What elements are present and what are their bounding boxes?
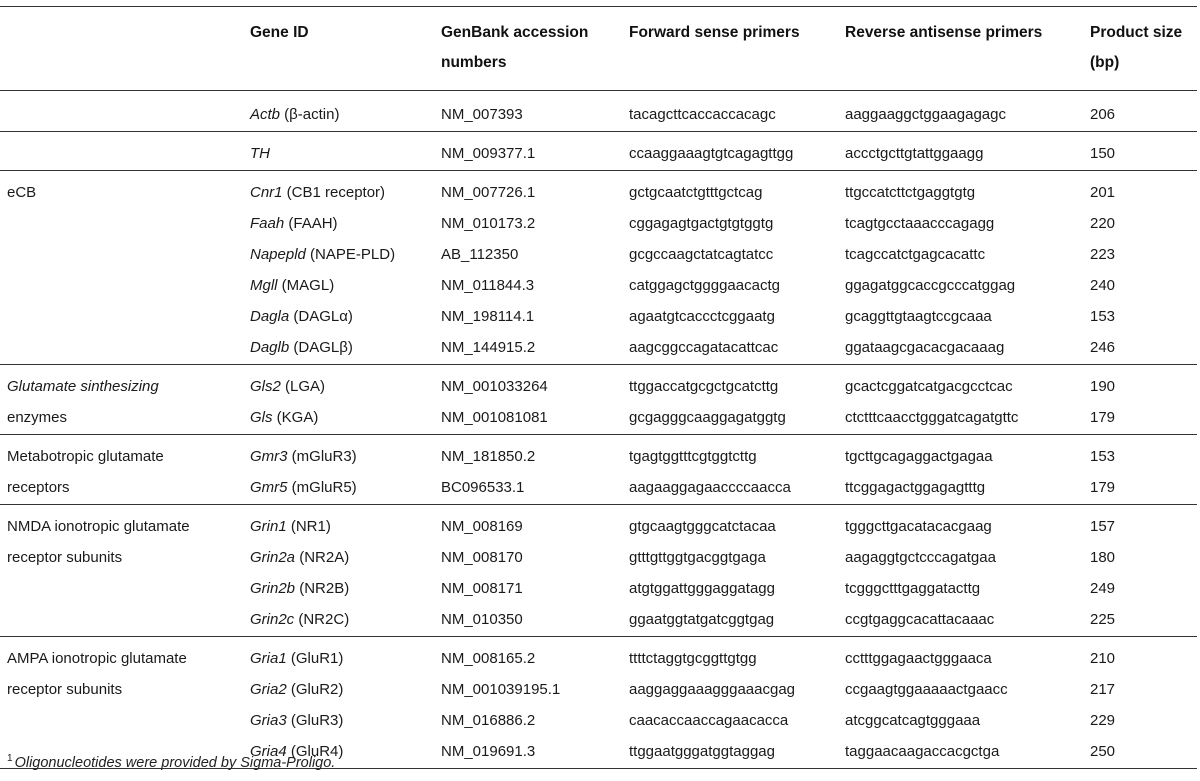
cell-forward-primer: caacaccaaccagaacacca	[629, 712, 789, 729]
header-category	[0, 7, 250, 91]
cell-reverse-primer: ggagatggcaccgcccatggag	[845, 277, 1016, 294]
cell-reverse-primer: ccgaagtggaaaaactgaacc	[845, 681, 1008, 698]
cell-forward-primer: cggagagtgactgtgtggtg	[629, 215, 774, 232]
cell-forward-primer: tgagtggtttcgtggtcttg	[629, 448, 757, 465]
cell-reverse-primer: tcagccatctgagcacattc	[845, 246, 986, 263]
cell-product-size: 180	[1090, 549, 1116, 566]
cell-forward-primer: ggaatggtatgatcggtgag	[629, 611, 775, 628]
table-row	[0, 270, 1197, 301]
cell-gene-id	[250, 637, 441, 675]
cell-reverse-primer: ccgtgaggcacattacaaac	[845, 611, 995, 628]
cell-forward-primer: gcgagggcaaggagatggtg	[629, 409, 786, 426]
table-row	[0, 91, 1197, 132]
table-header	[0, 7, 1197, 91]
protein-name: (NAPE-PLD)	[305, 246, 396, 263]
protein-name: (CB1 receptor)	[282, 184, 386, 201]
cell-reverse-primer: aagaggtgctcccagatgaa	[845, 549, 996, 566]
protein-name: (FAAH)	[284, 215, 338, 232]
cell-forward-primer: gcgccaagctatcagtatcc	[629, 246, 774, 263]
cell-category	[0, 573, 250, 604]
cell-category: Metabotropic glutamate	[7, 448, 164, 465]
cell-accession: NM_011844.3	[441, 277, 535, 294]
table-row	[0, 573, 1197, 604]
gene-symbol: Grin1	[250, 518, 287, 535]
table-row	[0, 208, 1197, 239]
protein-name: (mGluR3)	[287, 448, 357, 465]
protein-name: (mGluR5)	[287, 479, 357, 496]
footnote-text: Oligonucleotides were provided by Sigma-Proligo.	[14, 755, 336, 771]
cell-accession: NM_007393	[441, 106, 523, 123]
header-gene-id: Gene ID	[250, 24, 309, 41]
cell-gene-id	[250, 505, 441, 543]
cell-accession: NM_008165.2	[441, 650, 536, 667]
table-row	[0, 542, 1197, 573]
cell-gene-id	[250, 171, 441, 209]
cell-accession: NM_010173.2	[441, 215, 536, 232]
gene-symbol: Gls2	[250, 378, 281, 395]
cell-accession: BC096533.1	[441, 479, 525, 496]
cell-product-size: 153	[1090, 448, 1116, 465]
protein-name: (NR2C)	[294, 611, 350, 628]
table-row	[0, 604, 1197, 637]
cell-category: receptor subunits	[7, 549, 123, 566]
header-size	[1090, 7, 1197, 91]
gene-symbol: Grin2a	[250, 549, 296, 566]
cell-product-size: 223	[1090, 246, 1116, 263]
gene-symbol: Napepld	[250, 246, 306, 263]
cell-category	[0, 332, 250, 365]
cell-category: receptor subunits	[7, 681, 123, 698]
cell-reverse-primer: tcagtgcctaaacccagagg	[845, 215, 995, 232]
gene-symbol: Faah	[250, 215, 285, 232]
cell-gene-id	[250, 208, 441, 239]
cell-product-size: 190	[1090, 378, 1116, 395]
cell-product-size: 179	[1090, 409, 1116, 426]
protein-name: (NR1)	[286, 518, 331, 535]
table-row	[0, 239, 1197, 270]
gene-symbol: Gmr5	[250, 479, 288, 496]
cell-reverse-primer: tgggcttgacatacacgaag	[845, 518, 992, 535]
cell-forward-primer: ccaaggaaagtgtcagagttgg	[629, 145, 794, 162]
cell-product-size: 250	[1090, 743, 1116, 760]
cell-product-size: 240	[1090, 277, 1116, 294]
cell-category	[0, 301, 250, 332]
cell-product-size: 246	[1090, 339, 1116, 356]
cell-category: Glutamate sinthesizing	[7, 378, 159, 395]
cell-forward-primer: ttttctaggtgcggttgtgg	[629, 650, 757, 667]
header-reverse: Reverse antisense primers	[845, 24, 1043, 41]
cell-product-size: 201	[1090, 184, 1116, 201]
gene-symbol: Grin2c	[250, 611, 295, 628]
cell-accession: NM_181850.2	[441, 448, 536, 465]
cell-forward-primer: ttggaccatgcgctgcatcttg	[629, 378, 779, 395]
gene-symbol: Gria2	[250, 681, 287, 698]
table-footnote	[7, 753, 335, 771]
cell-product-size: 217	[1090, 681, 1116, 698]
cell-category	[0, 208, 250, 239]
protein-name: (β-actin)	[280, 106, 340, 123]
protein-name: (GluR2)	[286, 681, 344, 698]
cell-accession: NM_198114.1	[441, 308, 535, 325]
cell-product-size: 229	[1090, 712, 1116, 729]
row-group	[0, 637, 1197, 769]
cell-reverse-primer: accctgcttgtattggaagg	[845, 145, 984, 162]
cell-forward-primer: gctgcaatctgtttgctcag	[629, 184, 763, 201]
cell-product-size: 157	[1090, 518, 1116, 535]
cell-product-size: 249	[1090, 580, 1116, 597]
cell-accession: NM_007726.1	[441, 184, 536, 201]
table-row	[0, 132, 1197, 171]
cell-gene-id	[250, 573, 441, 604]
table-row	[0, 301, 1197, 332]
cell-accession: NM_009377.1	[441, 145, 536, 162]
cell-product-size: 150	[1090, 145, 1116, 162]
cell-category	[0, 604, 250, 637]
table-row	[0, 435, 1197, 473]
cell-product-size: 179	[1090, 479, 1116, 496]
gene-symbol: Daglb	[250, 339, 290, 356]
cell-accession: NM_016886.2	[441, 712, 536, 729]
gene-symbol: Cnr1	[250, 184, 283, 201]
table-row	[0, 402, 1197, 435]
primer-table	[0, 6, 1197, 769]
cell-accession: NM_019691.3	[441, 743, 536, 760]
header-forward: Forward sense primers	[629, 24, 800, 41]
cell-reverse-primer: tgcttgcagaggactgagaa	[845, 448, 993, 465]
table-row	[0, 171, 1197, 209]
cell-accession: NM_008170	[441, 549, 523, 566]
cell-accession: NM_008171	[441, 580, 523, 597]
cell-accession: NM_001039195.1	[441, 681, 561, 698]
cell-forward-primer: catggagctggggaacactg	[629, 277, 780, 294]
cell-accession: NM_008169	[441, 518, 523, 535]
gene-symbol: Gls	[250, 409, 273, 426]
cell-product-size: 210	[1090, 650, 1116, 667]
protein-name: (GluR1)	[286, 650, 344, 667]
row-group	[0, 505, 1197, 637]
cell-category	[0, 239, 250, 270]
table-row	[0, 674, 1197, 705]
cell-reverse-primer: gcactcggatcatgacgcctcac	[845, 378, 1013, 395]
row-group	[0, 132, 1197, 171]
cell-gene-id	[250, 132, 441, 171]
cell-forward-primer: gtgcaagtgggcatctacaa	[629, 518, 776, 535]
protein-name: (DAGLβ)	[289, 339, 353, 356]
header-size-line2: (bp)	[1090, 54, 1120, 71]
cell-gene-id	[250, 332, 441, 365]
cell-category: receptors	[7, 479, 70, 496]
cell-gene-id	[250, 91, 441, 132]
gene-symbol: Gria3	[250, 712, 287, 729]
cell-reverse-primer: atcggcatcagtgggaaa	[845, 712, 981, 729]
cell-category	[0, 270, 250, 301]
cell-forward-primer: aagcggccagatacattcac	[629, 339, 779, 356]
cell-accession: NM_001081081	[441, 409, 548, 426]
cell-category	[0, 132, 250, 171]
table-row	[0, 472, 1197, 505]
header-row	[0, 7, 1197, 91]
row-group	[0, 171, 1197, 365]
gene-symbol: TH	[250, 145, 270, 162]
cell-reverse-primer: ctctttcaacctgggatcagatgttc	[845, 409, 1019, 426]
cell-gene-id	[250, 705, 441, 736]
cell-product-size: 206	[1090, 106, 1116, 123]
protein-name: (GluR3)	[286, 712, 344, 729]
cell-product-size: 153	[1090, 308, 1116, 325]
cell-gene-id	[250, 674, 441, 705]
cell-gene-id	[250, 604, 441, 637]
cell-gene-id	[250, 270, 441, 301]
cell-accession: NM_001033264	[441, 378, 548, 395]
cell-product-size: 225	[1090, 611, 1116, 628]
gene-symbol: Mgll	[250, 277, 278, 294]
table-row	[0, 332, 1197, 365]
table-row	[0, 637, 1197, 675]
gene-symbol: Grin2b	[250, 580, 296, 597]
table-row	[0, 365, 1197, 403]
cell-category: AMPA ionotropic glutamate	[7, 650, 187, 667]
cell-reverse-primer: ggataagcgacacgacaaag	[845, 339, 1005, 356]
row-group	[0, 435, 1197, 505]
footnote-marker: 1	[7, 753, 13, 764]
cell-reverse-primer: ttcggagactggagagtttg	[845, 479, 986, 496]
cell-gene-id	[250, 365, 441, 403]
cell-reverse-primer: ttgccatcttctgaggtgtg	[845, 184, 976, 201]
header-genbank-line2: numbers	[441, 54, 507, 71]
cell-reverse-primer: taggaacaagaccacgctga	[845, 743, 1000, 760]
cell-accession: NM_010350	[441, 611, 523, 628]
table-row	[0, 505, 1197, 543]
cell-reverse-primer: aaggaaggctggaagagagc	[845, 106, 1006, 123]
header-genbank-line1: GenBank accession	[441, 24, 589, 41]
cell-category: enzymes	[7, 409, 68, 426]
cell-gene-id	[250, 435, 441, 473]
protein-name: (DAGLα)	[289, 308, 353, 325]
gene-symbol: Gmr3	[250, 448, 288, 465]
gene-symbol: Gria4	[250, 743, 287, 760]
cell-reverse-primer: cctttggagaactgggaaca	[845, 650, 992, 667]
cell-forward-primer: gtttgttggtgacggtgaga	[629, 549, 766, 566]
gene-symbol: Dagla	[250, 308, 290, 325]
header-size-line1: Product size	[1090, 24, 1183, 41]
cell-gene-id	[250, 542, 441, 573]
protein-name: (MAGL)	[277, 277, 335, 294]
cell-accession: AB_112350	[441, 246, 519, 263]
cell-gene-id	[250, 301, 441, 332]
cell-gene-id	[250, 472, 441, 505]
cell-reverse-primer: tcgggctttgaggatacttg	[845, 580, 981, 597]
cell-gene-id	[250, 239, 441, 270]
protein-name: (KGA)	[272, 409, 319, 426]
cell-accession: NM_144915.2	[441, 339, 536, 356]
cell-forward-primer: agaatgtcaccctcggaatg	[629, 308, 775, 325]
table-row	[0, 705, 1197, 736]
cell-forward-primer: atgtggattgggaggatagg	[629, 580, 775, 597]
cell-forward-primer: ttggaatgggatggtaggag	[629, 743, 775, 760]
cell-gene-id	[250, 402, 441, 435]
cell-category	[0, 705, 250, 736]
cell-category	[0, 91, 250, 132]
gene-symbol: Actb	[250, 106, 281, 123]
cell-category: NMDA ionotropic glutamate	[7, 518, 190, 535]
cell-forward-primer: aagaaggagaaccccaacca	[629, 479, 791, 496]
row-group	[0, 365, 1197, 435]
protein-name: (GluR4)	[286, 743, 344, 760]
protein-name: (LGA)	[280, 378, 326, 395]
header-genbank	[441, 7, 629, 91]
protein-name: (NR2B)	[295, 580, 350, 597]
cell-forward-primer: aaggaggaaagggaaacgag	[629, 681, 796, 698]
row-group	[0, 91, 1197, 132]
cell-category: eCB	[7, 184, 37, 201]
protein-name: (NR2A)	[295, 549, 350, 566]
cell-product-size: 220	[1090, 215, 1116, 232]
gene-symbol: Gria1	[250, 650, 287, 667]
cell-forward-primer: tacagcttcaccaccacagc	[629, 106, 776, 123]
cell-reverse-primer: gcaggttgtaagtccgcaaa	[845, 308, 992, 325]
